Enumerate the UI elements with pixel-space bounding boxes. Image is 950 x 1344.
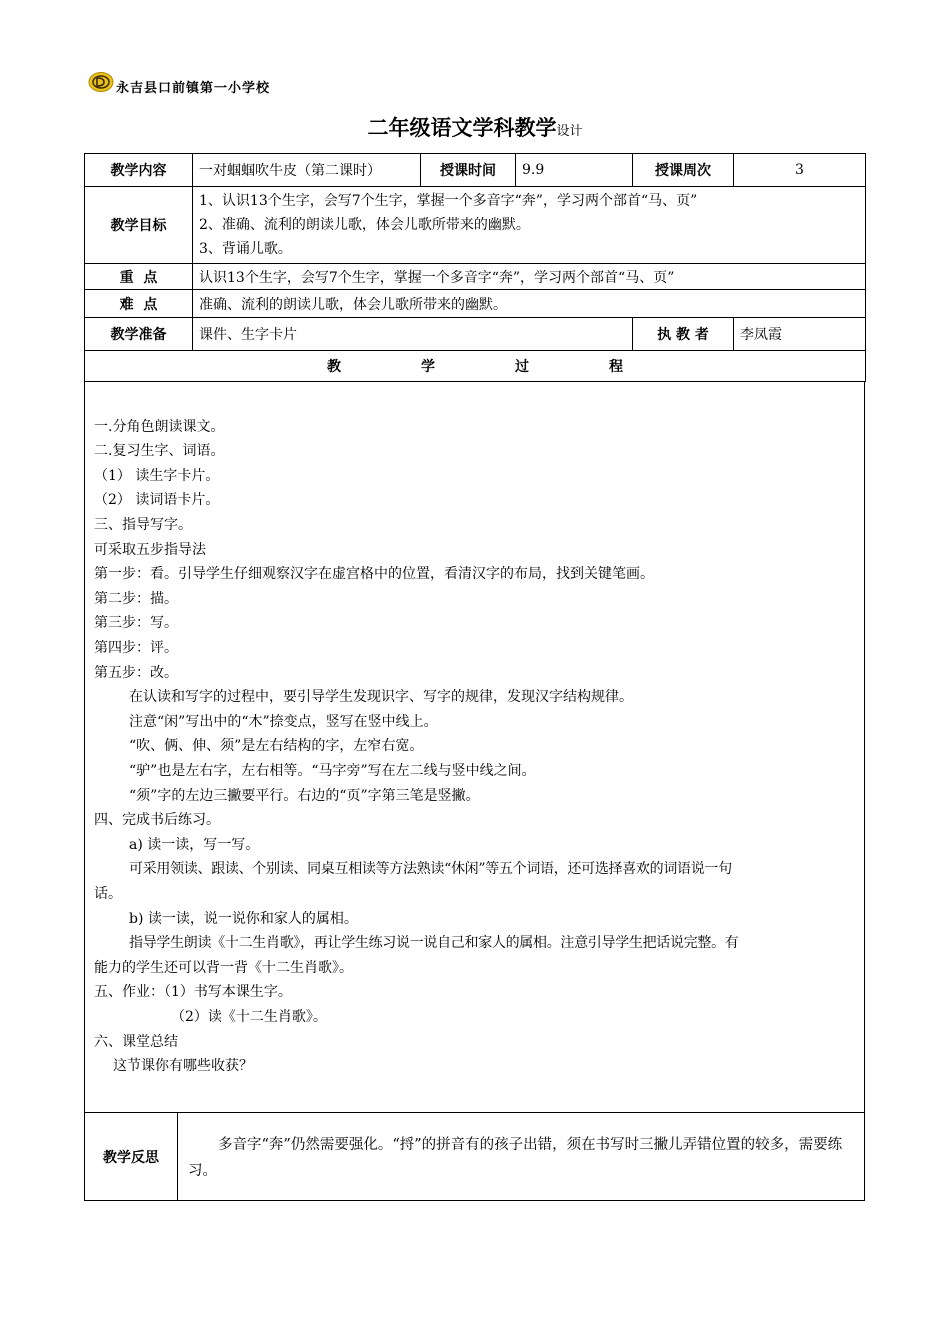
- school-header: [88, 68, 270, 96]
- process-line: （2）读《十二生肖歌》。: [171, 1009, 327, 1025]
- process-line: 五、作业：（1）书写本课生字。: [94, 984, 292, 1000]
- teacher-label: 执 教 者: [633, 318, 734, 351]
- process-title-char: 程: [609, 359, 623, 375]
- process-line: 第二步：描。: [94, 591, 178, 607]
- difficulty-value: 准确、流利的朗读儿歌，体会儿歌所带来的幽默。: [193, 290, 866, 318]
- row-process-title: [85, 351, 866, 382]
- reflection-label: 教学反思: [85, 1113, 178, 1200]
- process-line: a) 读一读，写一写。: [129, 837, 260, 853]
- process-line: 注意“闲”写出中的“木”捺变点，竖写在竖中线上。: [129, 714, 438, 730]
- process-line: 二.复习生字、词语。: [94, 443, 225, 459]
- key-value: 认识13个生字，会写7个生字，掌握一个多音字“奔”，学习两个部首“马、页”: [193, 264, 866, 290]
- process-line: 四、完成书后练习。: [94, 812, 220, 828]
- title-suffix: 设计: [556, 124, 583, 139]
- key-label: 重 点: [85, 264, 193, 290]
- process-title-char: 学: [421, 359, 435, 375]
- process-line: 六、课堂总结: [94, 1034, 178, 1050]
- process-line: 能力的学生还可以背一背《十二生肖歌》。: [94, 960, 353, 976]
- row-difficulty: [85, 290, 866, 318]
- process-line: “驴”也是左右字，左右相等。“马字旁”写在左二线与竖中线之间。: [129, 763, 536, 779]
- process-line: b) 读一读，说一说你和家人的属相。: [129, 911, 358, 927]
- process-line: 指导学生朗读《十二生肖歌》，再让学生练习说一说自己和家人的属相。注意引导学生把话说完整。有: [129, 935, 739, 951]
- title-main: 二年级语文学科教学: [367, 116, 557, 140]
- process-line: 第一步：看。引导学生仔细观察汉字在虚宫格中的位置，看清汉字的布局，找到关键笔画。: [94, 566, 654, 582]
- row-content: [85, 154, 866, 187]
- process-line: 这节课你有哪些收获？: [113, 1058, 253, 1074]
- reflection-text: [178, 1113, 864, 1200]
- goal-list: [193, 187, 866, 264]
- lesson-info-table: [84, 153, 866, 382]
- reflection-row: [84, 1112, 865, 1201]
- difficulty-label: 难 点: [85, 290, 193, 318]
- week-value: 3: [734, 154, 866, 187]
- content-value: 一对蝈蝈吹牛皮（第二课时）: [193, 154, 421, 187]
- process-title: [85, 351, 866, 382]
- time-value: 9.9: [516, 154, 633, 187]
- goal-item: 3、背诵儿歌。: [199, 241, 292, 257]
- teacher-value: 李凤霞: [734, 318, 866, 351]
- page-title: [0, 113, 950, 147]
- process-line: 第四步：评。: [94, 640, 178, 656]
- process-line: “吹、俩、伸、须”是左右结构的字，左窄右宽。: [129, 738, 424, 754]
- process-body: [84, 382, 865, 1113]
- process-line: 可采用领读、跟读、个别读、同桌互相读等方法熟读“休闲”等五个词语，还可选择喜欢的词语说一句: [129, 861, 732, 877]
- row-goals: [85, 187, 866, 264]
- row-key: [85, 264, 866, 290]
- process-line: 第三步：写。: [94, 615, 178, 631]
- process-line: 三、指导写字。: [94, 517, 192, 533]
- prep-value: 课件、生字卡片: [193, 318, 633, 351]
- process-line: 在认读和写字的过程中，要引导学生发现识字、写字的规律，发现汉字结构规律。: [129, 689, 633, 705]
- process-line: 可采取五步指导法: [94, 542, 206, 558]
- process-line: 一.分角色朗读课文。: [94, 419, 225, 435]
- process-line: （1） 读生字卡片。: [94, 468, 220, 484]
- content-label: 教学内容: [85, 154, 193, 187]
- school-name: 永吉县口前镇第一小学校: [116, 80, 271, 96]
- process-title-char: 教: [327, 359, 341, 375]
- goal-item: 2、准确、流利的朗读儿歌，体会儿歌所带来的幽默。: [199, 217, 530, 233]
- prep-label: 教学准备: [85, 318, 193, 351]
- time-label: 授课时间: [421, 154, 516, 187]
- process-title-char: 过: [515, 359, 529, 375]
- school-logo-icon: [88, 71, 114, 93]
- row-prep: [85, 318, 866, 351]
- process-line: 话。: [94, 886, 122, 902]
- goal-item: 1、认识13个生字，会写7个生字，掌握一个多音字“奔”，学习两个部首“马、页”: [199, 193, 698, 209]
- reflection-content: 多音字“奔”仍然需要强化。“捋”的拼音有的孩子出错，须在书写时三撇儿弄错位置的较多，需要练习。: [188, 1137, 843, 1179]
- goal-label: 教学目标: [85, 187, 193, 264]
- week-label: 授课周次: [633, 154, 734, 187]
- process-line: 第五步：改。: [94, 665, 178, 681]
- process-line: （2） 读词语卡片。: [94, 492, 220, 508]
- process-line: “须”字的左边三撇要平行。右边的“页”字第三笔是竖撇。: [129, 788, 480, 804]
